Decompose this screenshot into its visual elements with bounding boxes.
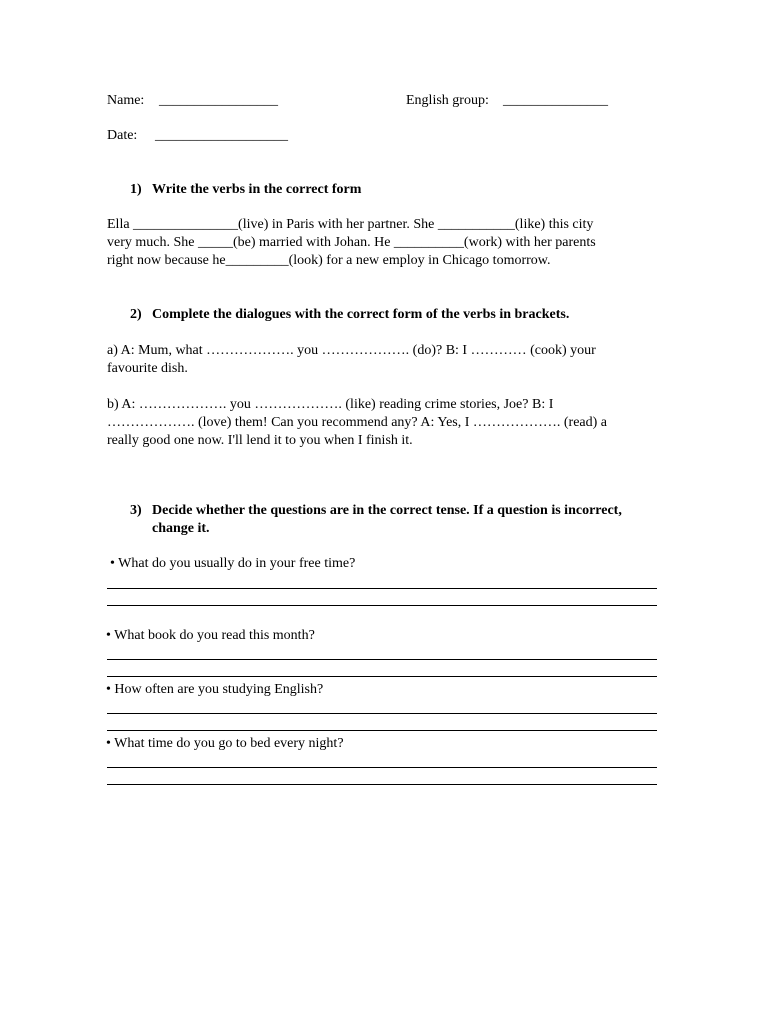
section-3-title-line-2: change it. [152,521,210,536]
answer-line[interactable] [107,767,657,768]
dialogue-a-line: favourite dish. [107,361,188,376]
dialogue-a [107,342,667,378]
date-field[interactable]: ___________________ [155,128,288,143]
section-1-line: very much. She _____(be) married with Johan. He __________(work) with her parents [107,235,596,250]
answer-line[interactable] [107,605,657,606]
english-group-label: English group: [406,93,489,108]
answer-line[interactable] [107,659,657,660]
section-1-title: Write the verbs in the correct form [152,182,362,197]
answer-line[interactable] [107,676,657,677]
section-3-number: 3) [130,503,142,518]
question-1: • What do you usually do in your free time? [110,556,356,571]
question-2: • What book do you read this month? [106,628,315,643]
question-3: • How often are you studying English? [106,682,324,697]
name-field[interactable]: _________________ [159,93,278,108]
section-1-line: right now because he_________(look) for a new employ in Chicago tomorrow. [107,253,551,268]
section-1-number: 1) [130,182,142,197]
section-2-title: Complete the dialogues with the correct form of the verbs in brackets. [152,307,570,322]
dialogue-b-line: b) A: ………………. you ………………. (like) reading crime stories, Joe? B: I [107,397,554,412]
section-3-title-line-1: Decide whether the questions are in the correct tense. If a question is incorrect, [152,503,622,518]
english-group-field[interactable]: _______________ [503,93,608,108]
dialogue-b-line: really good one now. I'll lend it to you when I finish it. [107,433,413,448]
date-label: Date: [107,128,138,143]
question-4: • What time do you go to bed every night? [106,736,344,751]
dialogue-b [107,396,667,450]
answer-line[interactable] [107,713,657,714]
name-label: Name: [107,93,145,108]
section-2-number: 2) [130,307,142,322]
dialogue-b-line: ………………. (love) them! Can you recommend any? A: Yes, I ………………. (read) a [107,415,608,430]
section-1-line: Ella _______________(live) in Paris with her partner. She ___________(like) this city [107,217,594,232]
answer-line[interactable] [107,784,657,785]
section-1-paragraph [107,216,667,270]
answer-line[interactable] [107,588,657,589]
answer-line[interactable] [107,730,657,731]
dialogue-a-line: a) A: Mum, what ………………. you ………………. (do)? B: I ………… (cook) your [107,343,596,358]
